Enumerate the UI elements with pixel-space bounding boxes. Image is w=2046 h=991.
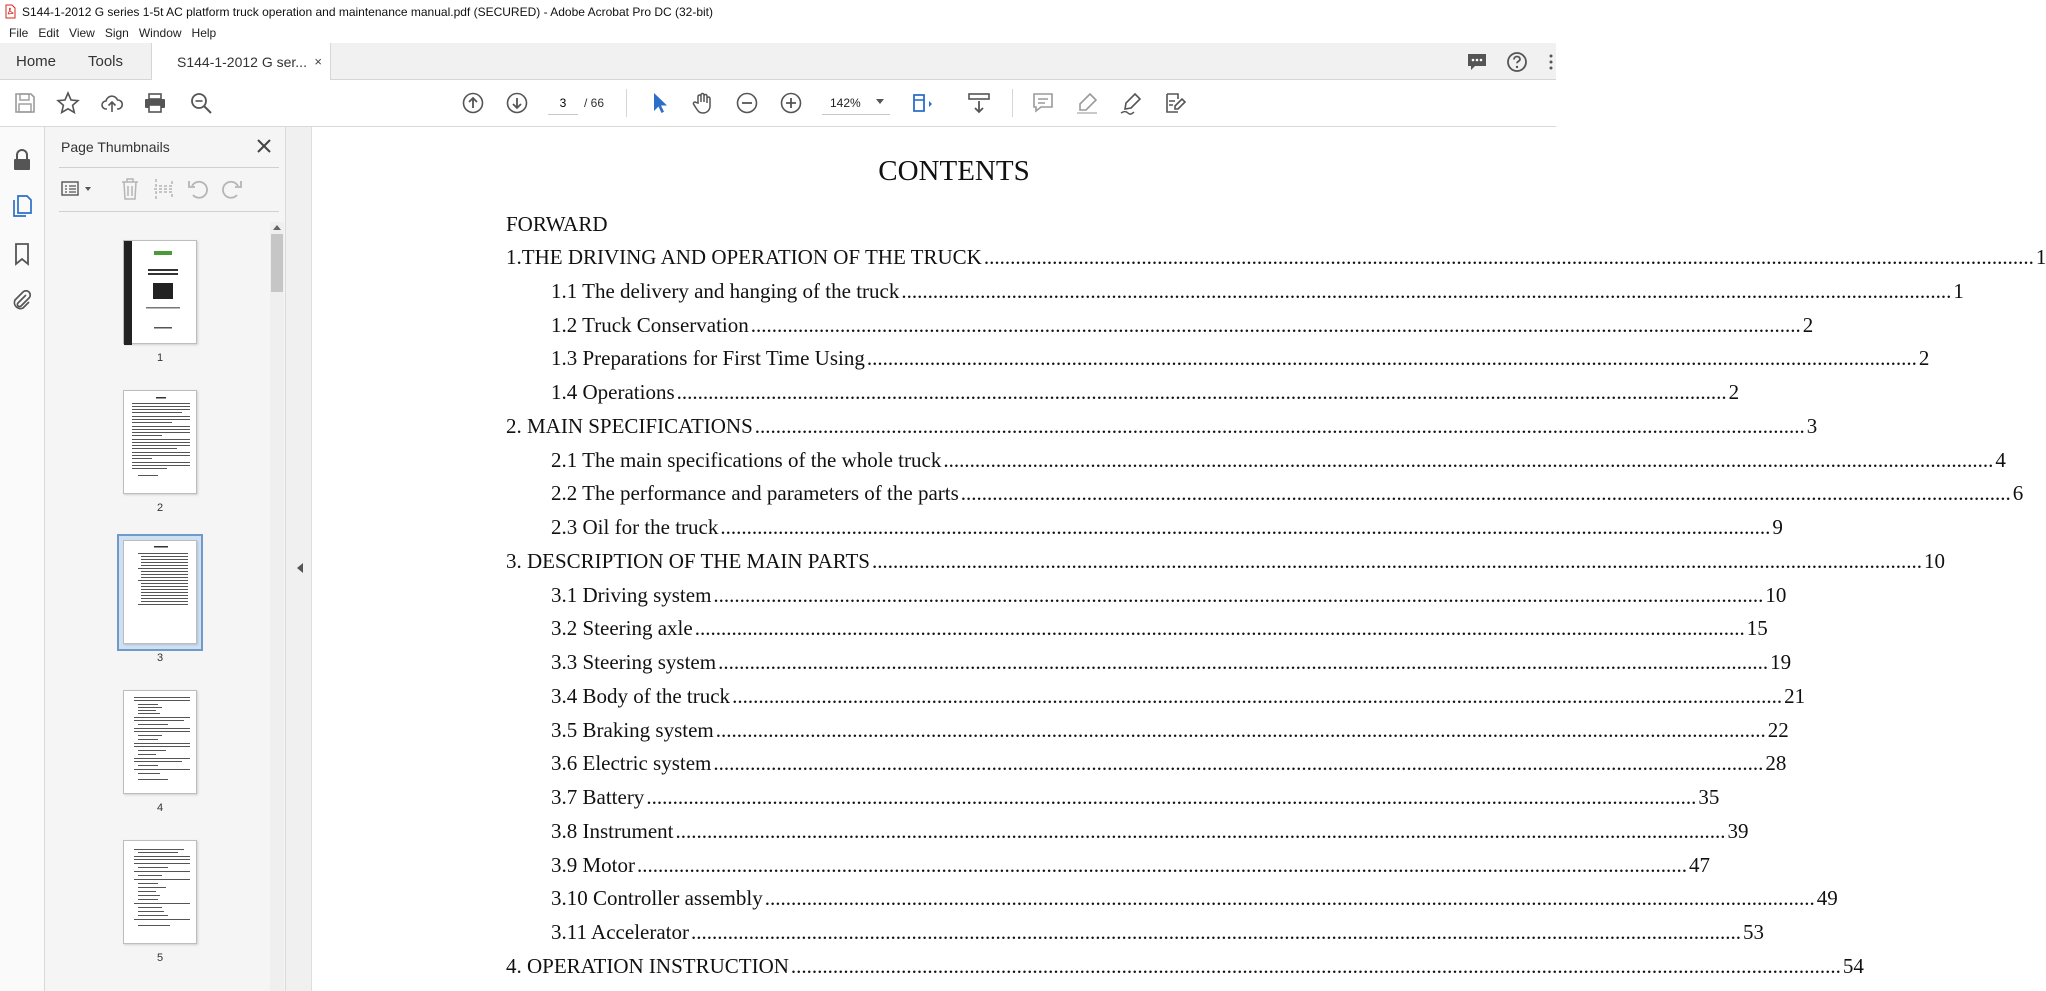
thumbnail-page-4[interactable] [123,690,197,794]
toc-entry-page: 39 [1727,818,1749,843]
thumbnail-number: 5 [156,952,164,964]
toc-entry[interactable] [506,245,2046,270]
zoom-out-icon[interactable] [734,90,760,116]
toc-thumbnail-graphic [124,541,198,645]
left-rail [0,127,45,991]
scroll-mode-icon[interactable] [966,90,992,116]
tab-document[interactable] [151,43,331,81]
toc-entry-page: 10 [1765,582,1787,607]
contents-heading: CONTENTS [878,155,1030,187]
toc-entry[interactable] [506,548,1945,574]
toc-leader-dots: ........................................................................................................................................................................................................ [790,953,1841,978]
lock-icon[interactable] [10,148,34,172]
toc-entry-page: 2 [1728,380,1740,404]
thumbnail-number: 2 [156,502,164,514]
toc-entry[interactable] [551,346,1930,371]
toc-entry-title: 3.1 Driving system [551,582,712,607]
toc-entry-title: 3.10 Controller assembly [551,886,763,911]
toc-entry-title: 3.2 Steering axle [551,616,693,641]
toc-leader-dots: ........................................................................................................................................................................................................ [713,751,1764,776]
panel-collapse-handle[interactable] [286,127,312,991]
scroll-up-icon[interactable] [273,225,281,230]
thumbnail-page-5[interactable] [123,840,197,944]
page-layout-icon[interactable] [910,90,936,116]
thumbnails-panel [45,127,286,991]
toc-entry-title: 1.4 Operations [551,380,675,404]
page-number-input[interactable] [548,91,578,115]
page-thumbnails-icon[interactable] [10,194,34,218]
delete-icon[interactable] [119,177,141,201]
highlight-icon[interactable] [1074,90,1100,116]
bookmark-icon[interactable] [10,242,34,266]
close-tab-icon[interactable]: × [314,54,322,69]
toc-leader-dots: ........................................................................................................................................................................................................ [637,852,1687,877]
thumbnail-page-1[interactable] [123,240,197,344]
menu-view[interactable]: View [69,26,95,40]
toc-leader-dots: ........................................................................................................................................................................................................ [713,582,1764,607]
toolbar-separator [626,89,627,117]
toc-entry[interactable] [551,447,2006,473]
zoom-select[interactable] [822,91,890,115]
rotate-right-icon[interactable] [221,178,243,200]
scrollbar-thumb[interactable] [271,234,283,292]
close-panel-icon[interactable] [255,137,273,155]
toc-entry[interactable] [551,312,1814,338]
toc-leader-dots: ........................................................................................................................................................................................................ [866,346,1917,371]
toc-entry-page: 1 [2035,245,2046,269]
toc-leader-dots: ........................................................................................................................................................................................................ [901,278,1952,303]
document-view[interactable] [312,127,2046,991]
toc-entry-page: 53 [1743,920,1764,944]
zoom-value: 142% [830,95,861,110]
toc-entry[interactable] [551,886,1838,911]
toc-entry[interactable] [551,818,1749,844]
toc-entry-title: 4. OPERATION INSTRUCTION [506,953,789,978]
toc-entry-title: 1.1 The delivery and hanging of the truck [551,278,900,303]
toc-entry[interactable] [551,751,1787,776]
toc-entry-title: 2. MAIN SPECIFICATIONS [506,413,753,438]
toolbar-separator [1012,89,1013,117]
window-title: S144-1-2012 G series 1-5t AC platform truck operation and maintenance manual.pdf (SECURED) - Adobe Acrobat Pro DC (32-bit) [22,4,714,19]
menu-bar [0,23,1556,43]
thumbnail-tools [59,174,279,204]
toc-entry-page: 9 [1772,515,1783,539]
page-total: / 66 [584,96,605,110]
toc-leader-dots: ........................................................................................................................................................................................................ [764,886,1815,911]
toc-leader-dots: ........................................................................................................................................................................................................ [871,548,1922,573]
toc-entry[interactable] [506,953,1864,979]
comment-icon[interactable] [1466,51,1488,73]
toc-entry[interactable] [551,515,1783,540]
toc-entry-title: 2.2 The performance and parameters of the parts [551,481,959,506]
toc-entry-title: 3.11 Accelerator [551,920,689,944]
toc-entry-title: 3.3 Steering system [551,650,717,674]
toc-entry[interactable] [551,481,2024,506]
toc-entry-page: 15 [1746,616,1768,641]
toc-entry-page: 21 [1784,683,1806,708]
menu-edit[interactable]: Edit [38,26,60,40]
attachment-icon[interactable] [10,288,34,312]
toc-entry-page: 47 [1689,852,1710,877]
toc-entry-page: 6 [2012,481,2024,506]
toc-entry-page: 19 [1770,650,1792,674]
toc-leader-dots: ........................................................................................................................................................................................................ [720,515,1771,539]
menu-file[interactable]: File [9,26,29,40]
thumbnail-number: 1 [156,352,164,364]
toc-entry-page: 49 [1816,886,1838,911]
menu-help[interactable]: Help [191,26,217,40]
thumbnail-page-2[interactable] [123,390,197,494]
toc-entry-title: 3. DESCRIPTION OF THE MAIN PARTS [506,548,870,573]
toc-leader-dots: ........................................................................................................................................................................................................ [983,245,2034,269]
hand-tool-icon[interactable] [690,90,716,116]
thumbnail-number: 3 [156,652,164,664]
toc-entry[interactable] [551,785,1720,810]
previous-page-icon[interactable] [460,90,486,116]
toc-entry[interactable] [551,852,1710,878]
toc-entry-page: 2 [1918,346,1930,371]
tab-home[interactable]: Home [16,53,57,70]
toc-entry[interactable] [551,380,1740,405]
toc-leader-dots: ........................................................................................................................................................................................................ [718,650,1769,674]
toc-entry[interactable] [551,582,1787,608]
select-cursor-icon[interactable] [646,90,672,116]
toc-leader-dots: ........................................................................................................................................................................................................ [691,920,1741,944]
toc-entry[interactable] [551,683,1806,709]
toc-leader-dots: ........................................................................................................................................................................................................ [732,683,1783,708]
help-icon[interactable] [1506,51,1528,73]
title-bar [0,0,1556,23]
toc-forward: FORWARD [506,212,608,236]
toc-entry-page: 1 [1953,278,1964,303]
toc-entry-title: 2.1 The main specifications of the whole truck [551,447,942,472]
acrobat-icon [5,5,16,18]
toc-entry-page: 4 [1995,447,2006,472]
toc-entry[interactable] [506,413,1818,439]
toc-entry-page: 10 [1923,548,1945,573]
toc-leader-dots: ........................................................................................................................................................................................................ [754,413,1805,438]
next-page-icon[interactable] [504,90,530,116]
text-page-thumbnail-graphic [124,691,198,795]
toc-leader-dots: ........................................................................................................................................................................................................ [676,380,1727,404]
divider [59,211,279,212]
toc-entry-title: 3.5 Braking system [551,717,714,742]
toc-entry[interactable] [551,278,1964,304]
toc-entry-page: 35 [1698,785,1720,809]
collapse-arrow-icon [297,563,303,573]
toc-entry-title: 1.3 Preparations for First Time Using [551,346,865,371]
cover-thumbnail-graphic [124,241,198,345]
toc-entry-title: 3.7 Battery [551,785,645,809]
toc-entry[interactable] [551,920,1764,945]
toc-entry[interactable] [551,616,1768,641]
toc-leader-dots: ........................................................................................................................................................................................................ [750,312,1801,337]
tab-bar [0,43,1556,80]
zoom-search-icon[interactable] [188,90,214,116]
toc-leader-dots: ........................................................................................................................................................................................................ [715,717,1766,742]
save-icon[interactable] [12,90,38,116]
star-icon[interactable] [55,90,81,116]
tab-tools[interactable]: Tools [88,53,124,70]
tab-document-label: S144-1-2012 G ser... [177,54,307,70]
chevron-down-icon [876,99,884,104]
toc-entry-page: 54 [1842,953,1864,978]
menu-sign[interactable]: Sign [104,26,129,40]
thumbnail-page-3[interactable] [123,540,197,644]
rotate-left-icon[interactable] [187,178,209,200]
add-comment-icon[interactable] [1030,90,1056,116]
more-icon[interactable] [1546,51,1556,73]
panel-title: Page Thumbnails [61,139,170,155]
toc-entry-title: 3.6 Electric system [551,751,712,776]
toc-entry-page: 28 [1765,751,1787,776]
toc-entry-title: 1.2 Truck Conservation [551,312,749,337]
main-toolbar [0,80,1556,127]
divider [59,167,279,168]
toc-leader-dots: ........................................................................................................................................................................................................ [943,447,1994,472]
toc-leader-dots: ........................................................................................................................................................................................................ [960,481,2011,506]
zoom-in-icon[interactable] [778,90,804,116]
upload-cloud-icon[interactable] [99,90,125,116]
toc-entry-title: 3.8 Instrument [551,818,674,843]
toc-entry-page: 22 [1767,717,1789,742]
toc-leader-dots: ........................................................................................................................................................................................................ [694,616,1745,641]
print-icon[interactable] [142,90,168,116]
text-page-thumbnail-graphic [124,391,198,495]
thumbnail-number: 4 [156,802,164,814]
edit-document-icon[interactable] [1162,90,1188,116]
toc-entry[interactable] [551,717,1789,743]
text-page-thumbnail-graphic [124,841,198,945]
toc-entry-page: 3 [1806,413,1818,438]
menu-window[interactable]: Window [138,26,182,40]
sign-pen-icon[interactable] [1118,90,1144,116]
split-page-icon[interactable] [153,177,175,201]
toc-entry-title: 3.9 Motor [551,852,635,877]
toc-leader-dots: ........................................................................................................................................................................................................ [675,818,1726,843]
toc-leader-dots: ........................................................................................................................................................................................................ [646,785,1697,809]
toc-entry[interactable] [551,650,1792,675]
options-menu-icon[interactable] [61,180,95,198]
toc-entry-page: 2 [1802,312,1814,337]
toc-entry-title: 3.4 Body of the truck [551,683,731,708]
toc-entry-title: 1.THE DRIVING AND OPERATION OF THE TRUCK [506,245,982,269]
thumbnails-scrollbar[interactable] [270,222,284,991]
toc-entry-title: 2.3 Oil for the truck [551,515,719,539]
